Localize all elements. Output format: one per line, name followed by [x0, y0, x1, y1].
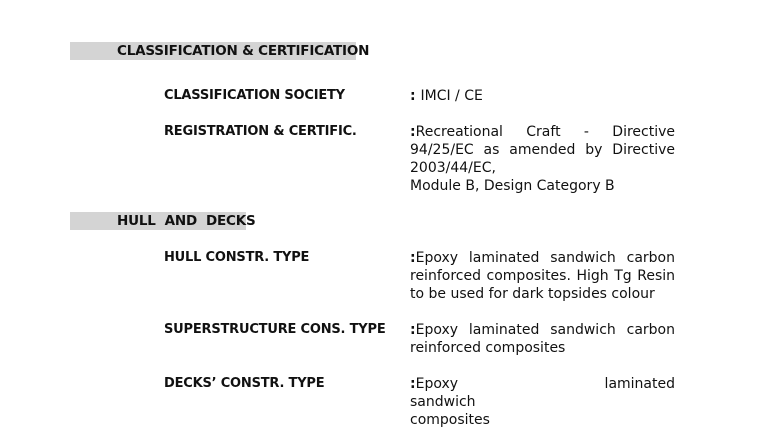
value-line: composites: [410, 412, 490, 428]
label-hull-constr-type: HULL CONSTR. TYPE: [164, 250, 310, 265]
value-decks-constr-type: :Epoxy laminated sandwich composites: [410, 376, 675, 428]
value-line: to be used for dark topsides colour: [410, 286, 655, 302]
value-classification-society: : IMCI / CE: [410, 88, 483, 104]
value-line: reinforced composites. High Tg Resin: [410, 268, 675, 284]
value-line: Epoxy laminated sandwich carbon: [415, 250, 675, 266]
value-superstructure-cons-type: :Epoxy laminated sandwich carbon reinforced composites: [410, 322, 675, 356]
label-superstructure-cons-type: SUPERSTRUCTURE CONS. TYPE: [164, 322, 386, 337]
label-classification-society: CLASSIFICATION SOCIETY: [164, 88, 345, 103]
section-heading-classification: CLASSIFICATION & CERTIFICATION: [70, 42, 356, 60]
value-line: reinforced composites: [410, 340, 566, 356]
value-hull-constr-type: :Epoxy laminated sandwich carbon reinforced composites. High Tg Resin to be used for dark topsides colour: [410, 250, 675, 302]
value-line: IMCI / CE: [420, 88, 483, 104]
value-line: 94/25/EC as amended by Directive: [410, 142, 675, 158]
value-line: Epoxy laminated sandwich carbon: [415, 322, 675, 338]
value-registration-certific: :Recreational Craft - Directive 94/25/EC as amended by Directive 2003/44/EC, Module B, Design Category B: [410, 124, 675, 194]
value-line: 2003/44/EC,: [410, 160, 496, 176]
section-heading-hull-and-decks: HULL AND DECKS: [70, 212, 246, 230]
value-line: Module B, Design Category B: [410, 178, 615, 194]
label-registration-certific: REGISTRATION & CERTIFIC.: [164, 124, 357, 139]
value-line: Epoxy laminated sandwich: [410, 376, 675, 410]
label-decks-constr-type: DECKS’ CONSTR. TYPE: [164, 376, 325, 391]
value-line: Recreational Craft - Directive: [415, 124, 675, 140]
